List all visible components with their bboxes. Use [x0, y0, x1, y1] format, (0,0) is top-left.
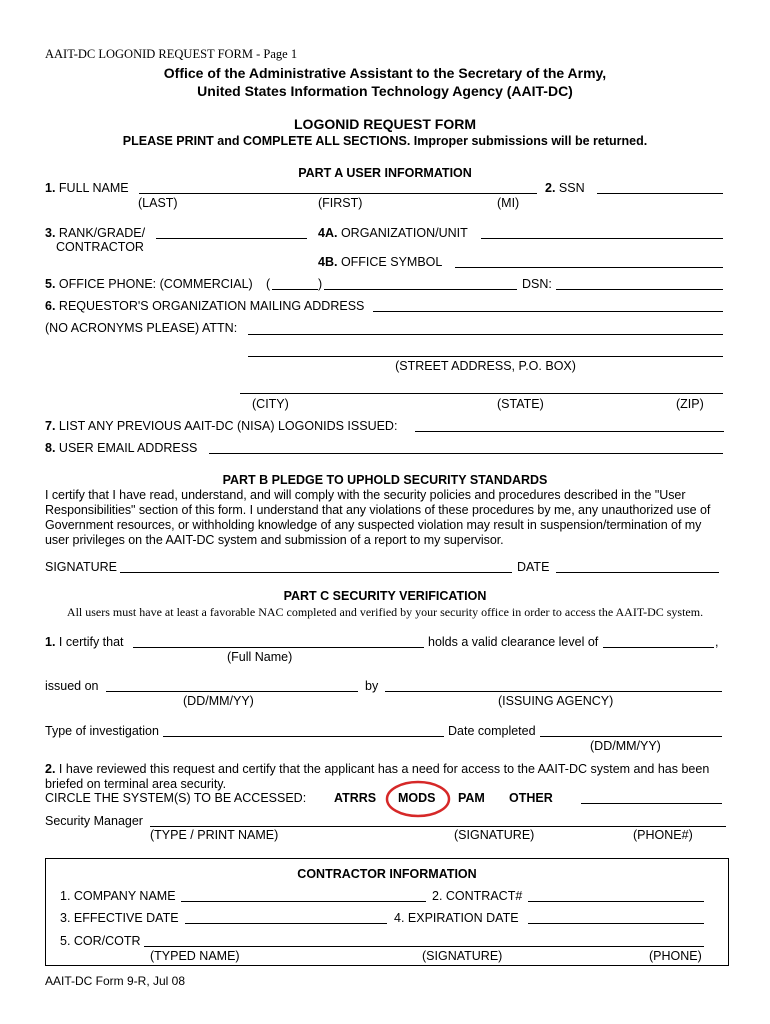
- c2-text: 2. I have reviewed this request and certify that the applicant has a need for access to the AAIT-DC system and has been briefed on terminal area security.: [45, 762, 710, 791]
- sub-type-print-name: (TYPE / PRINT NAME): [150, 828, 279, 842]
- date-line[interactable]: [556, 572, 719, 573]
- sub-full-name: (Full Name): [227, 650, 293, 664]
- sub-signature: (SIGNATURE): [454, 828, 535, 842]
- sub-ddmmyy: (DD/MM/YY): [183, 694, 254, 708]
- c1-mid: holds a valid clearance level of: [428, 635, 599, 649]
- system-pam[interactable]: PAM: [458, 791, 485, 805]
- date-completed-label: Date completed: [448, 724, 536, 738]
- issued-on-label: issued on: [45, 679, 99, 693]
- instruction-text: PLEASE PRINT and COMPLETE ALL SECTIONS. Improper submissions will be returned.: [122, 134, 648, 148]
- circle-systems-label: CIRCLE THE SYSTEM(S) TO BE ACCESSED:: [45, 791, 307, 805]
- city-state-zip-line[interactable]: [240, 393, 723, 394]
- signature-label: SIGNATURE: [45, 560, 117, 574]
- office-line-2: United States Information Technology Agency (AAIT-DC): [197, 83, 573, 99]
- full-name-line[interactable]: [139, 193, 537, 194]
- sub-street: (STREET ADDRESS, P.O. BOX): [395, 359, 576, 373]
- part-c-title: PART C SECURITY VERIFICATION: [283, 589, 487, 603]
- issued-on-line[interactable]: [106, 691, 358, 692]
- date-completed-line[interactable]: [540, 736, 722, 737]
- clearance-level-line[interactable]: [603, 647, 714, 648]
- attn-label: (NO ACRONYMS PLEASE) ATTN:: [45, 321, 238, 335]
- part-b-title: PART B PLEDGE TO UPHOLD SECURITY STANDARDS: [222, 473, 548, 487]
- cor-cotr-line[interactable]: [144, 946, 704, 947]
- investigation-label: Type of investigation: [45, 724, 159, 738]
- by-label: by: [365, 679, 379, 693]
- mailing-address-line[interactable]: [373, 311, 723, 312]
- cor-cotr-label: 5. COR/COTR: [60, 934, 141, 948]
- contract-number-label: 2. CONTRACT#: [432, 889, 523, 903]
- paren-close: ): [318, 277, 323, 291]
- effective-date-label: 3. EFFECTIVE DATE: [60, 911, 179, 925]
- sub-last: (LAST): [138, 196, 178, 210]
- office-symbol-line[interactable]: [455, 267, 723, 268]
- paren-open: (: [266, 277, 271, 291]
- company-name-label: 1. COMPANY NAME: [60, 889, 176, 903]
- field-3-label: 3. RANK/GRADE/: [45, 226, 146, 240]
- effective-date-line[interactable]: [185, 923, 387, 924]
- field-5-label: 5. OFFICE PHONE: (COMMERCIAL): [45, 277, 253, 291]
- system-mods[interactable]: MODS: [398, 791, 436, 805]
- sub-phone: (PHONE#): [633, 828, 693, 842]
- contractor-title: CONTRACTOR INFORMATION: [297, 867, 477, 881]
- email-line[interactable]: [209, 453, 723, 454]
- sub-contractor-phone: (PHONE): [649, 949, 702, 963]
- part-c-note: All users must have at least a favorable NAC completed and verified by your security office in order to access the AAIT-DC system.: [66, 605, 704, 619]
- field-6-label: 6. REQUESTOR'S ORGANIZATION MAILING ADDRESS: [45, 299, 365, 313]
- rank-grade-line[interactable]: [156, 238, 307, 239]
- ssn-line[interactable]: [597, 193, 723, 194]
- issuing-agency-line[interactable]: [385, 691, 722, 692]
- system-atrrs[interactable]: ATRRS: [334, 791, 377, 805]
- date-label: DATE: [517, 560, 550, 574]
- sub-zip: (ZIP): [676, 397, 704, 411]
- comma: ,: [715, 635, 719, 649]
- attn-line[interactable]: [248, 334, 723, 335]
- sub-issuing-agency: (ISSUING AGENCY): [498, 694, 614, 708]
- security-manager-line[interactable]: [150, 826, 726, 827]
- field-1-label: 1. FULL NAME: [45, 181, 129, 195]
- sub-typed-name: (TYPED NAME): [150, 949, 240, 963]
- field-4b-label: 4B. OFFICE SYMBOL: [318, 255, 443, 269]
- mods-selection-circle: [384, 779, 452, 819]
- field-2-label: 2. SSN: [545, 181, 585, 195]
- investigation-line[interactable]: [163, 736, 444, 737]
- area-code-line[interactable]: [272, 289, 318, 290]
- field-3-label-2: CONTRACTOR: [56, 240, 144, 254]
- part-a-title: PART A USER INFORMATION: [298, 166, 472, 180]
- field-8-label: 8. USER EMAIL ADDRESS: [45, 441, 198, 455]
- company-name-line[interactable]: [181, 901, 426, 902]
- previous-logonids-line[interactable]: [415, 431, 724, 432]
- expiration-date-line[interactable]: [528, 923, 704, 924]
- contract-number-line[interactable]: [528, 901, 704, 902]
- dsn-line[interactable]: [556, 289, 723, 290]
- form-title: LOGONID REQUEST FORM: [294, 116, 476, 132]
- office-line-1: Office of the Administrative Assistant to the Secretary of the Army,: [163, 65, 607, 81]
- security-manager-label: Security Manager: [45, 814, 143, 828]
- street-address-line[interactable]: [248, 356, 723, 357]
- sub-mi: (MI): [497, 196, 520, 210]
- other-system-line[interactable]: [581, 803, 722, 804]
- expiration-date-label: 4. EXPIRATION DATE: [394, 911, 519, 925]
- sub-first: (FIRST): [318, 196, 363, 210]
- sub-ddmmyy-2: (DD/MM/YY): [590, 739, 661, 753]
- certify-name-line[interactable]: [133, 647, 424, 648]
- dsn-label: DSN:: [522, 277, 552, 291]
- commercial-phone-line[interactable]: [324, 289, 517, 290]
- sub-city: (CITY): [252, 397, 289, 411]
- page-label: AAIT-DC LOGONID REQUEST FORM - Page 1: [45, 47, 298, 61]
- field-7-label: 7. LIST ANY PREVIOUS AAIT-DC (NISA) LOGONIDS ISSUED:: [45, 419, 398, 433]
- c1-label: 1. I certify that: [45, 635, 124, 649]
- form-number: AAIT-DC Form 9-R, Jul 08: [45, 974, 186, 988]
- pledge-text: I certify that I have read, understand, and will comply with the security policies and procedures described in the "User Responsibilities" section of this form. I understand that any violations of these procedures by me, any unauthorized use of Government resources, or withholding knowledge of any suspected violation may result in suspension/termination of my user privileges on the AAIT-DC system and submission of a report to my supervisor.: [45, 488, 711, 547]
- signature-line[interactable]: [120, 572, 512, 573]
- system-other[interactable]: OTHER: [509, 791, 553, 805]
- organization-unit-line[interactable]: [481, 238, 723, 239]
- sub-state: (STATE): [497, 397, 544, 411]
- sub-contractor-signature: (SIGNATURE): [422, 949, 503, 963]
- field-4a-label: 4A. ORGANIZATION/UNIT: [318, 226, 468, 240]
